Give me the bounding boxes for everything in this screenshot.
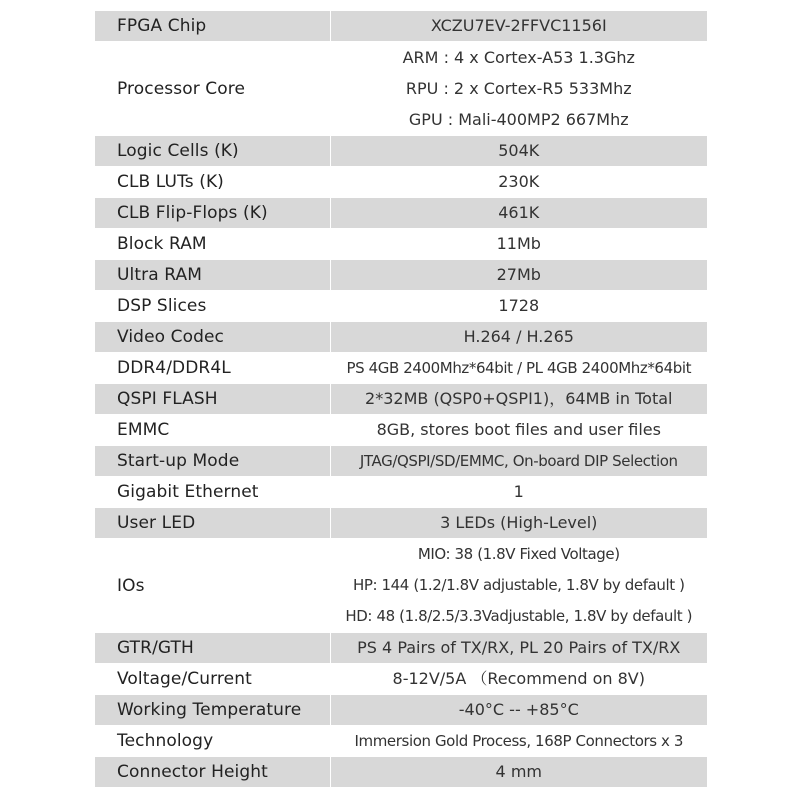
spec-label: GTR/GTH [95,633,331,664]
spec-value [330,477,707,508]
spec-label: FPGA Chip [95,11,331,42]
spec-value-line: 11Mb [496,234,541,253]
spec-value [330,695,707,726]
spec-label: Gigabit Ethernet [95,477,331,508]
spec-value [330,415,707,446]
spec-row-working-temperature [95,695,708,726]
spec-value-line: XCZU7EV-2FFVC1156I [430,16,607,35]
spec-label: Logic Cells (K) [95,136,331,167]
spec-value [330,508,707,539]
spec-label: Ultra RAM [95,260,331,291]
spec-value-line: HD: 48 (1.8/2.5/3.3Vadjustable, 1.8V by default ) [345,607,693,625]
spec-value-line: 1728 [498,296,540,315]
spec-row-block-ram [95,229,708,260]
spec-value-line: H.264 / H.265 [463,327,574,346]
spec-value-line: 3 LEDs (High-Level) [440,513,598,532]
spec-label: DDR4/DDR4L [95,353,331,384]
spec-value [330,539,707,633]
spec-value [330,322,707,353]
spec-value-line: 461K [498,203,540,222]
spec-label: DSP Slices [95,291,331,322]
spec-row-ios [95,539,708,633]
spec-label: Voltage/Current [95,664,331,695]
specification-table [94,10,708,788]
spec-value [330,42,707,136]
spec-row-dsp-slices [95,291,708,322]
spec-label: CLB LUTs (K) [95,167,331,198]
spec-label: Technology [95,726,331,757]
spec-label: CLB Flip-Flops (K) [95,198,331,229]
spec-row-connector-height [95,757,708,788]
spec-value [330,384,707,415]
spec-value-line: 8GB, stores boot files and user files [376,420,661,439]
spec-row-ddr4 [95,353,708,384]
spec-value [330,198,707,229]
spec-row-ultra-ram [95,260,708,291]
spec-value-line: JTAG/QSPI/SD/EMMC, On-board DIP Selection [359,452,678,470]
spec-value [330,664,707,695]
spec-value-line: 1 [513,482,524,501]
spec-value-line: 4 mm [495,762,542,781]
spec-row-video-codec [95,322,708,353]
spec-value-line: 8-12V/5A （Recommend on 8V) [392,669,645,688]
spec-value [330,633,707,664]
spec-row-technology [95,726,708,757]
spec-value [330,446,707,477]
spec-value-line: 2*32MB (QSP0+QSPI1)，64MB in Total [365,389,673,408]
spec-value-line: GPU : Mali-400MP2 667Mhz [408,110,629,129]
spec-row-gigabit-ethernet [95,477,708,508]
spec-row-clb-flip-flops [95,198,708,229]
spec-label: Video Codec [95,322,331,353]
spec-value-line: PS 4 Pairs of TX/RX, PL 20 Pairs of TX/RX [357,638,681,657]
spec-label: Block RAM [95,229,331,260]
spec-value-line: RPU : 2 x Cortex-R5 533Mhz [405,79,632,98]
spec-value [330,136,707,167]
spec-value [330,757,707,788]
spec-value-line: Immersion Gold Process, 168P Connectors x 3 [354,732,684,750]
spec-row-logic-cells [95,136,708,167]
spec-label: Working Temperature [95,695,331,726]
spec-value-line: PS 4GB 2400Mhz*64bit / PL 4GB 2400Mhz*64bit [346,359,692,377]
spec-label: Start-up Mode [95,446,331,477]
spec-row-voltage-current [95,664,708,695]
spec-value [330,11,707,42]
spec-value [330,167,707,198]
spec-label: EMMC [95,415,331,446]
spec-label: Connector Height [95,757,331,788]
spec-value [330,291,707,322]
spec-row-qspi-flash [95,384,708,415]
spec-value-line: MIO: 38 (1.8V Fixed Voltage) [417,545,620,563]
spec-row-fpga-chip [95,11,708,42]
spec-value-line: HP: 144 (1.2/1.8V adjustable, 1.8V by default ) [352,576,685,594]
spec-label: QSPI FLASH [95,384,331,415]
spec-value-line: 27Mb [496,265,541,284]
spec-row-emmc [95,415,708,446]
spec-value [330,726,707,757]
spec-label: User LED [95,508,331,539]
spec-value-line: ARM : 4 x Cortex-A53 1.3Ghz [402,48,635,67]
spec-row-processor-core [95,42,708,136]
spec-value-line: -40°C -- +85°C [458,700,579,719]
spec-label: Processor Core [95,42,331,136]
spec-row-user-led [95,508,708,539]
spec-value-line: 504K [498,141,540,160]
spec-value [330,260,707,291]
spec-value-line: 230K [498,172,540,191]
spec-value [330,229,707,260]
spec-row-clb-luts [95,167,708,198]
spec-row-gtr-gth [95,633,708,664]
spec-row-start-up-mode [95,446,708,477]
spec-value [330,353,707,384]
spec-label: IOs [95,539,331,633]
